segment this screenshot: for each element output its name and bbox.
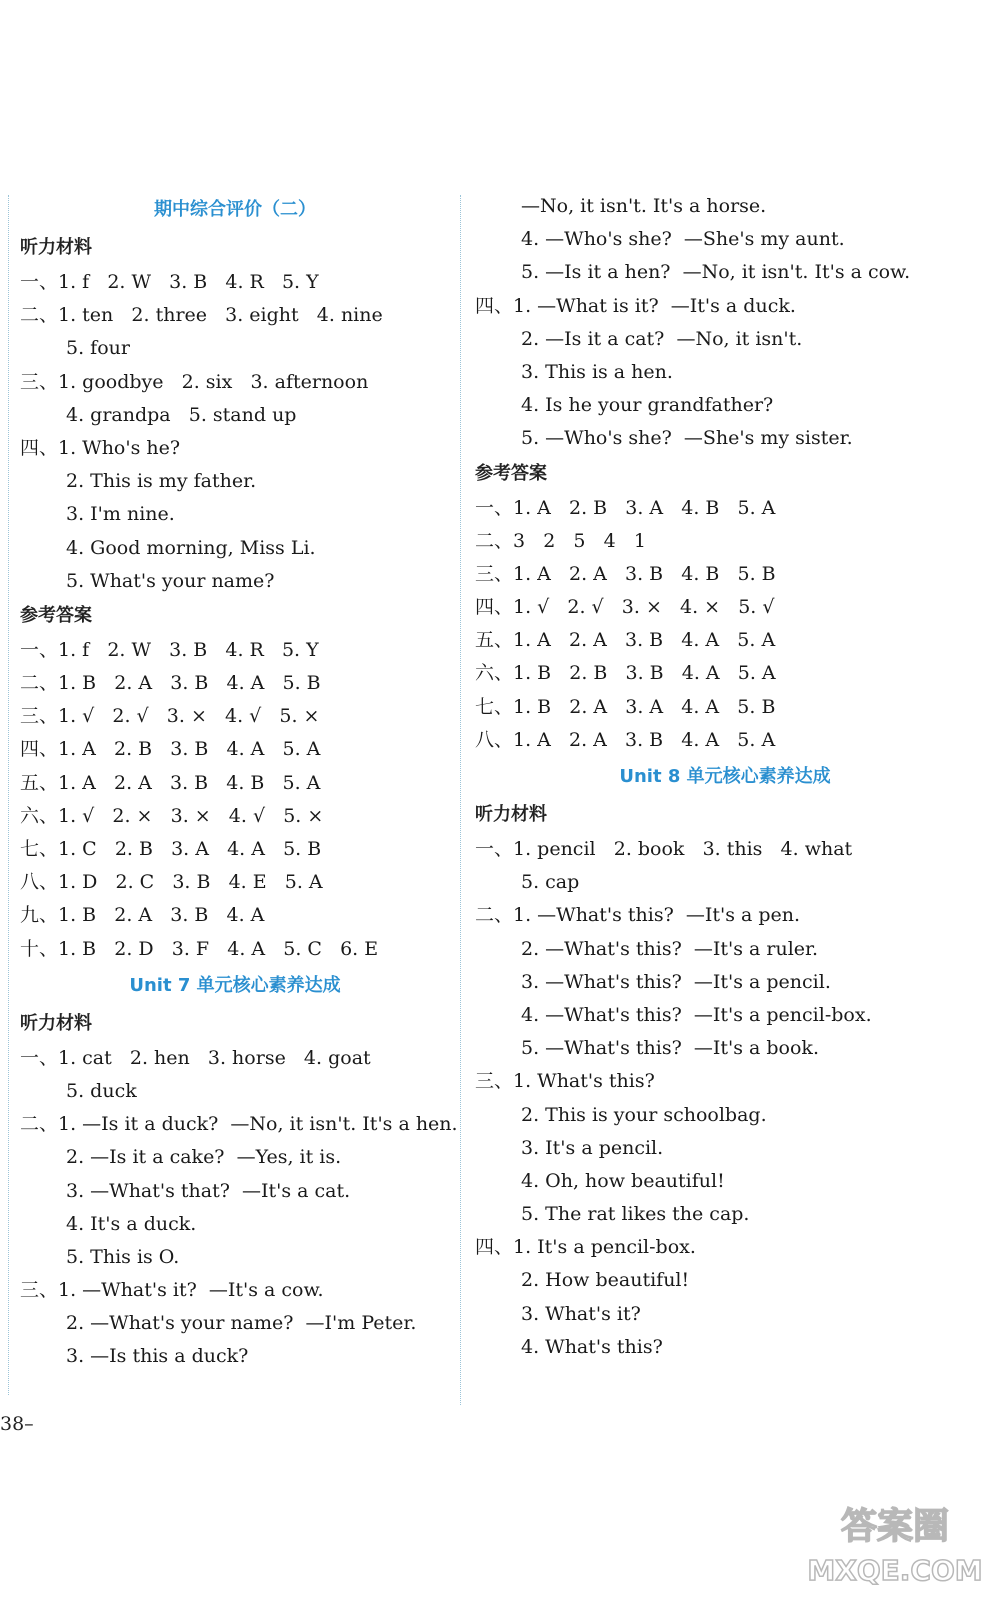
right-column: [475, 190, 975, 1364]
answer-line: 七、1. C 2. B 3. A 4. A 5. B: [20, 838, 322, 860]
answer-line: 4. It's a duck.: [66, 1212, 197, 1235]
answer-line: 4. Good morning, Miss Li.: [66, 536, 316, 559]
answer-line: 二、1. B 2. A 3. B 4. A 5. B: [20, 672, 321, 695]
watermark-line1: 答案圈: [840, 1506, 950, 1547]
answer-line: 三、1. What's this?: [475, 1070, 655, 1093]
answer-line: 5. —Is it a hen? —No, it isn't. It's a cow.: [521, 261, 911, 284]
answer-line: 四、1. —What is it? —It's a duck.: [475, 294, 796, 317]
watermark-line2: MXQE.COM: [807, 1554, 983, 1587]
answer-line: 4. —What's this? —It's a pencil-box.: [521, 1003, 872, 1026]
section-title: Unit 8 单元核心素养达成: [619, 766, 831, 787]
answer-line: 5. four: [66, 337, 130, 360]
answer-line: 一、1. cat 2. hen 3. horse 4. goat: [20, 1046, 371, 1069]
answer-line: 5. The rat likes the cap.: [521, 1203, 750, 1226]
answer-line: 3. —What's this? —It's a pencil.: [521, 970, 831, 993]
answer-line: 四、1. A 2. B 3. B 4. A 5. A: [20, 738, 321, 761]
answer-line: 4. What's this?: [521, 1335, 663, 1358]
subsection-heading: 听力材料: [475, 804, 547, 825]
answer-line: 三、1. A 2. A 3. B 4. B 5. B: [475, 562, 776, 585]
answer-line: 七、1. B 2. A 3. A 4. A 5. B: [475, 695, 776, 718]
answer-line: 二、3 2 5 4 1: [475, 529, 646, 552]
answer-line: 5. cap: [521, 871, 580, 894]
left-margin-divider: [8, 195, 9, 1395]
left-column: [20, 190, 458, 1374]
answer-line: 5. What's your name?: [66, 569, 275, 592]
answer-line: 四、1. It's a pencil-box.: [475, 1236, 696, 1259]
answer-line: 二、1. ten 2. three 3. eight 4. nine: [20, 304, 383, 327]
answer-line: 5. —Who's she? —She's my sister.: [521, 427, 853, 450]
answer-line: 六、1. √ 2. × 3. × 4. √ 5. ×: [20, 804, 324, 827]
subsection-heading: 参考答案: [20, 604, 92, 626]
section-title: 期中综合评价（二）: [154, 199, 316, 220]
answer-line: 六、1. B 2. B 3. B 4. A 5. A: [475, 662, 776, 685]
answer-line: 3. This is a hen.: [521, 360, 673, 383]
answer-line: 2. How beautiful!: [521, 1269, 690, 1292]
answer-line: 三、1. goodbye 2. six 3. afternoon: [20, 370, 369, 393]
answer-line: 5. duck: [66, 1079, 137, 1102]
answer-line: 5. —What's this? —It's a book.: [521, 1037, 819, 1060]
page-number: 38–: [0, 1413, 34, 1435]
watermark-logo: [800, 1490, 990, 1590]
answer-line: 5. This is O.: [66, 1245, 180, 1268]
answer-line: 八、1. D 2. C 3. B 4. E 5. A: [20, 871, 323, 894]
answer-line: 二、1. —What's this? —It's a pen.: [475, 904, 801, 927]
subsection-heading: 听力材料: [20, 1012, 92, 1034]
answer-line: 2. —What's this? —It's a ruler.: [521, 937, 819, 960]
answer-line: 2. —What's your name? —I'm Peter.: [66, 1312, 417, 1335]
answer-line: 4. —Who's she? —She's my aunt.: [521, 228, 845, 251]
answer-line: 一、1. f 2. W 3. B 4. R 5. Y: [20, 638, 319, 661]
answer-line: 三、1. √ 2. √ 3. × 4. √ 5. ×: [20, 705, 320, 728]
answer-line: 四、1. Who's he?: [20, 436, 181, 459]
answer-line: 九、1. B 2. A 3. B 4. A: [20, 904, 265, 927]
answer-line: 一、1. f 2. W 3. B 4. R 5. Y: [20, 271, 319, 293]
answer-line: 十、1. B 2. D 3. F 4. A 5. C 6. E: [20, 937, 379, 960]
subsection-heading: 听力材料: [20, 237, 92, 258]
answer-line: 八、1. A 2. A 3. B 4. A 5. A: [475, 728, 776, 751]
answer-line: 一、1. A 2. B 3. A 4. B 5. A: [475, 496, 776, 519]
answer-line: 四、1. √ 2. √ 3. × 4. × 5. √: [475, 596, 775, 619]
answer-line: 4. Is he your grandfather?: [521, 394, 774, 417]
answer-line: 4. grandpa 5. stand up: [66, 403, 297, 426]
answer-line: 三、1. —What's it? —It's a cow.: [20, 1279, 324, 1302]
answer-line: 一、1. pencil 2. book 3. this 4. what: [475, 838, 853, 860]
answer-line: 4. Oh, how beautiful!: [521, 1169, 725, 1192]
answer-line: 3. It's a pencil.: [521, 1136, 664, 1159]
answer-line: 3. —What's that? —It's a cat.: [66, 1179, 351, 1202]
answer-line: 3. What's it?: [521, 1302, 641, 1325]
answer-line: 五、1. A 2. A 3. B 4. B 5. A: [20, 771, 321, 794]
answer-line: 3. —Is this a duck?: [66, 1345, 249, 1368]
answer-line: 2. This is your schoolbag.: [521, 1103, 767, 1126]
answer-line: 3. I'm nine.: [66, 503, 175, 526]
answer-line: 2. This is my father.: [66, 470, 257, 493]
section-title: Unit 7 单元核心素养达成: [129, 974, 341, 996]
subsection-heading: 参考答案: [475, 462, 547, 484]
column-divider: [460, 195, 461, 1405]
answer-line: 2. —Is it a cake? —Yes, it is.: [66, 1146, 342, 1169]
answer-line: 2. —Is it a cat? —No, it isn't.: [521, 327, 803, 350]
answer-line: —No, it isn't. It's a horse.: [521, 195, 767, 217]
answer-line: 二、1. —Is it a duck? —No, it isn't. It's a hen.: [20, 1113, 458, 1136]
answer-line: 五、1. A 2. A 3. B 4. A 5. A: [475, 629, 776, 652]
